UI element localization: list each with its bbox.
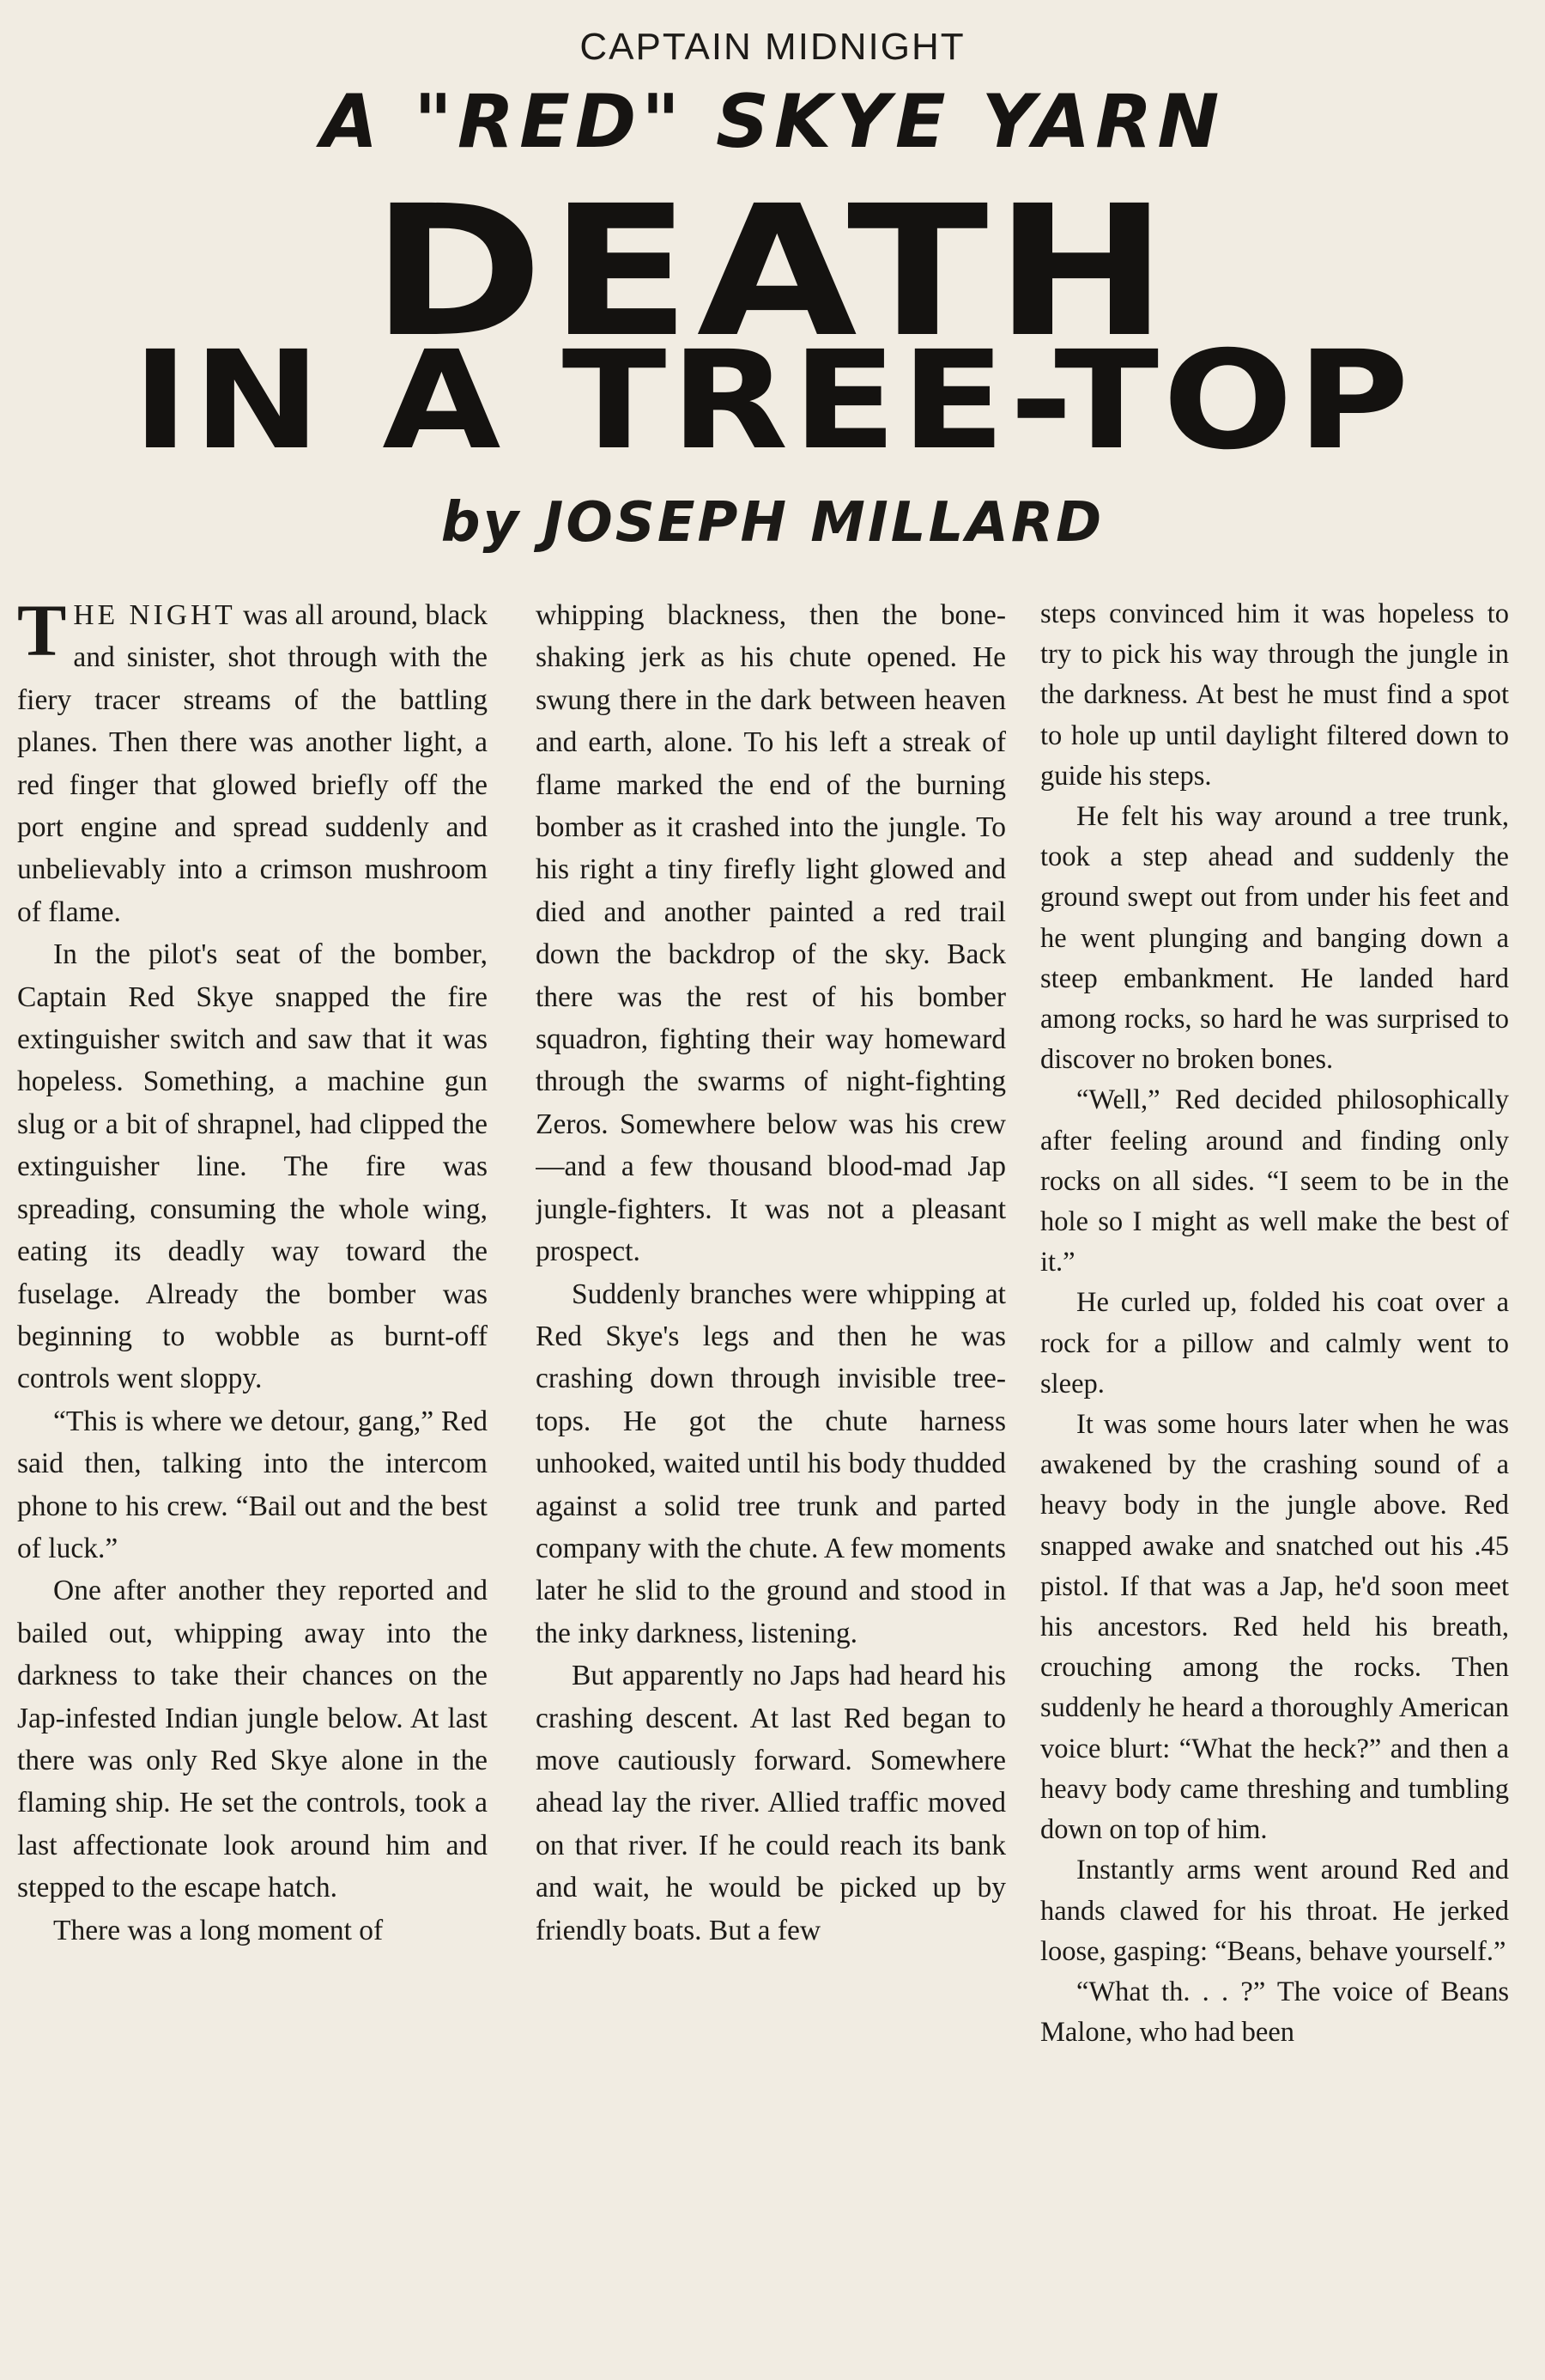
series-subtitle: A "RED" SKYE YARN (320, 79, 1225, 165)
paragraph: It was some hours later when he was awakened by the crashing sound of a heavy body in the jungle above. Red snapped awake and snatched out his .45 pistol. If that was a Jap, he'd soon meet his ancestors. Red held his breath, crouching among the rocks. Then suddenly he heard a thoroughly American voice blurt: “What the heck?” and then a heavy body came threshing and tumbling down on top of him. (1040, 1409, 1509, 1846)
author-byline: by JOSEPH MILLARD (440, 491, 1105, 555)
paragraph: “Well,” Red decided philosophically after feeling around and finding only rocks on all sides. “I seem to be in the hole so I might as well make the best of it.” (1040, 1084, 1509, 1278)
paragraph: He curled up, folded his coat over a rock for a pillow and calmly went to sleep. (1040, 1287, 1509, 1399)
text-column-1 (17, 594, 488, 2363)
paragraph: In the pilot's seat of the bomber, Captain Red Skye snapped the fire extinguisher switch and saw that it was hopeless. Something, a machine gun slug or a bit of shrapnel, had clipped the extinguisher line. The fire was spreading, consuming the whole wing, eating its deadly way toward the fuselage. Already the bomber was beginning to wobble as burnt-off controls went sloppy. (17, 938, 488, 1395)
paragraph: whipping blackness, then the bone-shaking jerk as his chute opened. He swung there in the dark between heaven and earth, alone. To his left a streak of flame marked the end of the burning bomber as it crashed into the jungle. To his right a tiny firefly light glowed and died and another painted a red trail down the backdrop of the sky. Back there was the rest of his bomber squadron, fighting their way homeward through the swarms of night-fighting Zeros. Somewhere below was his crew—and a few thousand blood-mad Jap jungle-fighters. It was not a pleasant prospect. (536, 599, 1006, 1268)
paragraph: steps convinced him it was hopeless to try to pick his way through the jungle in the darkness. At best he must find a spot to hole up until daylight filtered down to guide his steps. (1040, 598, 1509, 792)
paragraph-text: was all around, black and sinister, shot through with the fiery tracer streams of the battling planes. Then there was another light, a red finger that glowed briefly off the port engine and spread suddenly and unbelievably into a crimson mushroom of flame. (17, 599, 488, 928)
paragraph: “This is where we detour, gang,” Red said then, talking into the intercom phone to his crew. “Bail out and the best of luck.” (17, 1405, 488, 1564)
paragraph: He felt his way around a tree trunk, took a step ahead and suddenly the ground swept out from under his feet and he went plunging and banging down a steep embankment. He landed hard among rocks, so hard he was surprised to discover no broken bones. (1040, 801, 1509, 1076)
paragraph: Suddenly branches were whipping at Red Skye's legs and then he was crashing down through invisible tree-tops. He got the chute harness unhooked, waited until his body thudded against a solid tree trunk and parted company with the chute. A few moments later he slid to the ground and stood in the inky darkness, listening. (536, 1278, 1006, 1649)
text-column-2 (536, 594, 1006, 2363)
series-kicker: CAPTAIN MIDNIGHT (579, 26, 966, 68)
text-column-3 (1040, 594, 1509, 2363)
paragraph: “What th. . . ?” The voice of Beans Malone, who had been (1040, 1976, 1509, 2049)
paragraph: There was a long moment of (53, 1914, 384, 1946)
story-title-line-1: DEATH (371, 167, 1174, 377)
paragraph: Instantly arms went around Red and hands clawed for his throat. He jerked loose, gasping: “Beans, behave yourself.” (1040, 1855, 1509, 1967)
drop-cap: T (17, 594, 67, 671)
paragraph: But apparently no Japs had heard his crashing descent. At last Red began to move cautiously forward. Somewhere ahead lay the river. Allied traffic moved on that river. If he could reach its bank and wait, he would be picked up by friendly boats. But a few (536, 1660, 1006, 1946)
lead-in-caps: HE NIGHT (73, 599, 236, 631)
paragraph: One after another they reported and bailed out, whipping away into the darkness to take their chances on the Jap-infested Indian jungle below. At last there was only Red Skye alone in the flaming ship. He set the controls, took a last affectionate look around him and stepped to the escape hatch. (17, 1575, 488, 1904)
story-title-line-2: IN A TREE-TOP (131, 322, 1414, 480)
paragraph (17, 594, 488, 933)
